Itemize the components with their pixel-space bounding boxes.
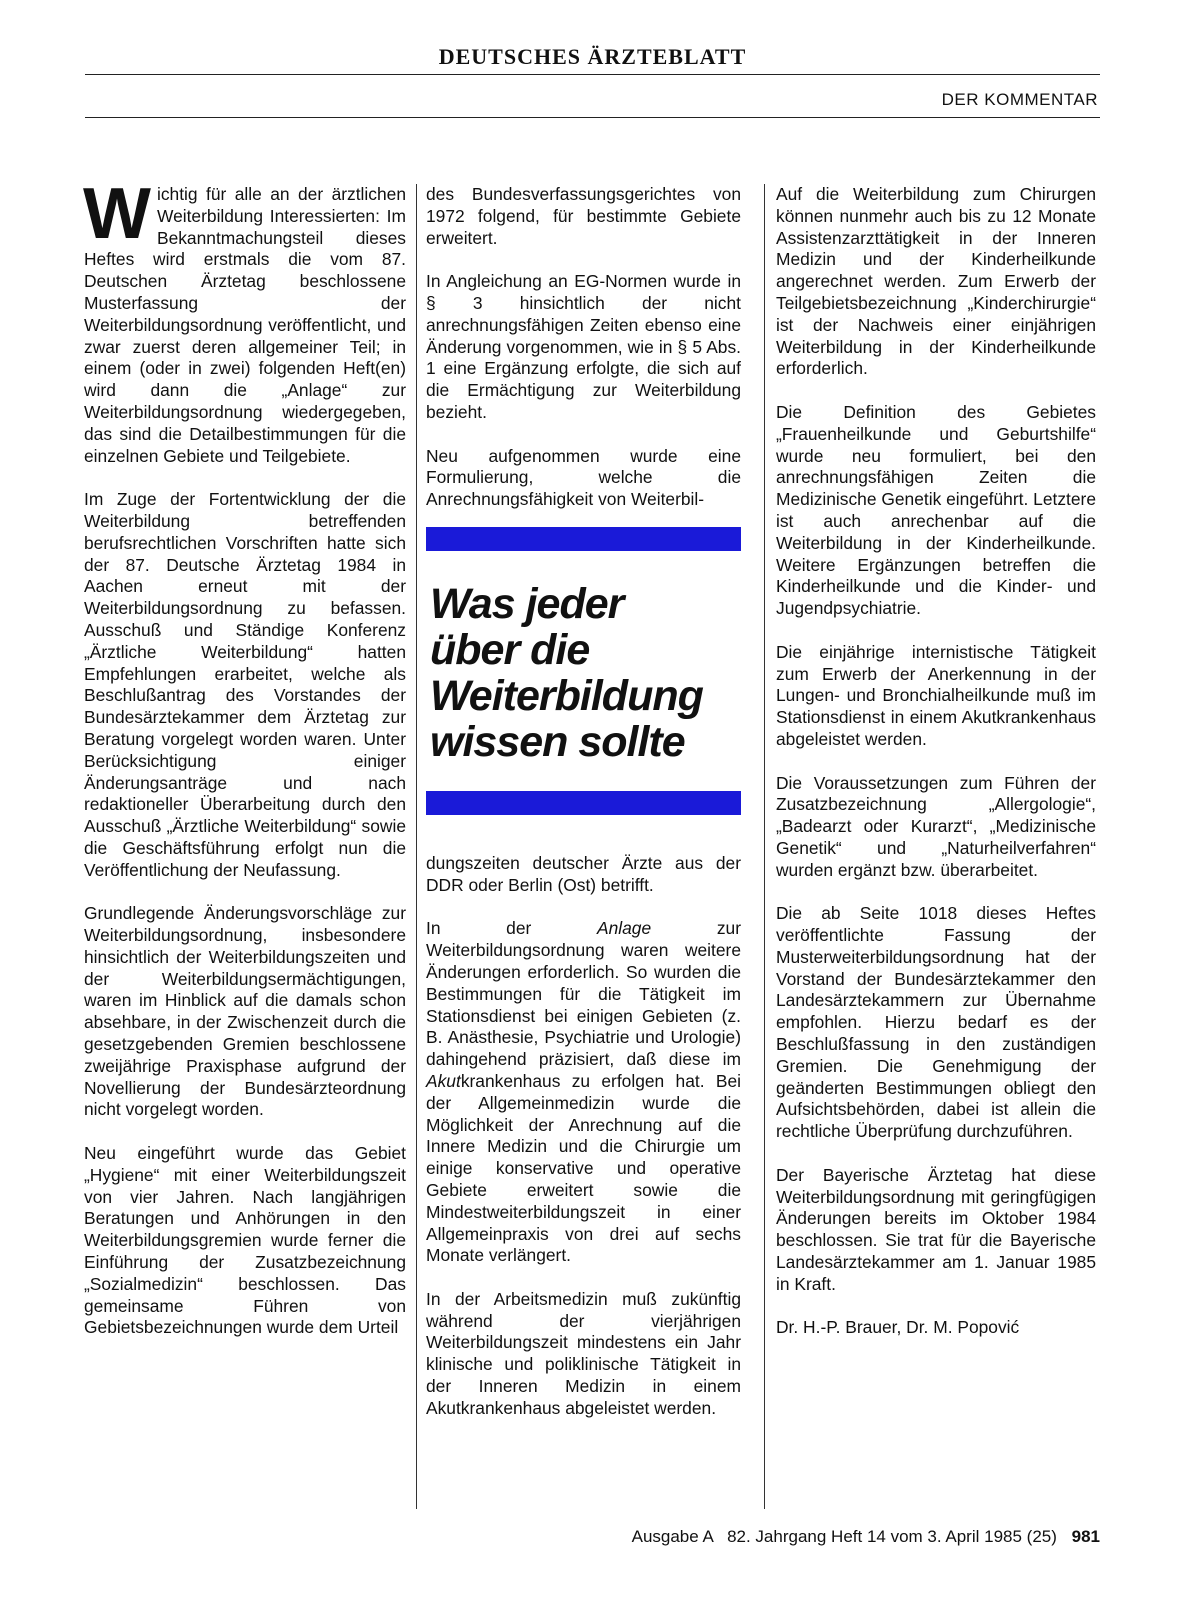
- drop-cap: W: [83, 174, 151, 254]
- text-run: krankenhaus zu erfolgen hat. Bei der Allgemeinmedizin wurde die Möglichkeit der Anrechnung auf die Innere Medizin und die Chirurgie um einige konservative und operative Gebiete erweitert sowie die Mindestweiterbildungszeit in einer Allgemeinpraxis von drei auf sechs Monate verlängert.: [426, 1070, 741, 1266]
- paragraph: des Bundesverfassungsgerichtes von 1972 folgend, für bestimmte Gebiete erweitert.: [426, 184, 741, 248]
- journal-title: DEUTSCHES ÄRZTEBLATT: [438, 44, 747, 69]
- paragraph-intro: [83, 174, 406, 467]
- article-headline: [426, 551, 741, 791]
- author-signature: Dr. H.-P. Brauer, Dr. M. Popović: [776, 1317, 1020, 1338]
- masthead-rule-top: [85, 74, 1100, 75]
- paragraph: dungszeiten deutscher Ärzte aus der DDR oder Berlin (Ost) betrifft.: [426, 852, 741, 895]
- paragraph: Neu aufgenommen wurde eine Formulierung, welche die Anrechnungsfähigkeit von Weiterbil-: [426, 445, 741, 510]
- italic-text: Anlage: [597, 918, 652, 939]
- paragraph: Grundlegende Änderungsvorschläge zur Weiterbildungsordnung, insbesondere hinsichtlich der Weiterbildungszeiten und der Weiterbildungsermächtigungen, waren im Hinblick auf die damals schon absehbare, in der Zwischenzeit durch die gesetzgebenden Gremien beschlossene zweijährige Praxisphase aufgrund der Novellierung der Bundesärzteordnung nicht vorgelegt worden.: [84, 903, 406, 1120]
- headline-box: [426, 527, 741, 815]
- page-footer: [540, 1527, 1100, 1547]
- headline-line: Weiterbildung: [430, 671, 703, 720]
- paragraph: Neu eingeführt wurde das Gebiet „Hygiene“ mit einer Weiterbildungszeit von vier Jahren. Nach langjährigen Beratungen und Anhörungen in den Weiterbildungsgremien wurde ferner die Einführung der Zusatzbezeichnung „Sozialmedizin“ beschlossen. Das gemeinsame Führen von Gebietsbezeichnungen wurde dem Urteil: [84, 1143, 406, 1338]
- paragraph: Auf die Weiterbildung zum Chirurgen können nunmehr auch bis zu 12 Monate Assistenzarzttätigkeit in der Inneren Medizin und der Kinderheilkunde angerechnet werden. Zum Erwerb der Teilgebietsbezeichnung „Kinderchirurgie“ ist der Nachweis einer einjährigen Weiterbildung in der Kinderheilkunde erforderlich.: [776, 184, 1096, 379]
- column-1: [83, 174, 406, 1361]
- masthead: [85, 44, 1100, 134]
- paragraph: Im Zuge der Fortentwicklung der die Weiterbildung betreffenden berufsrechtlichen Vorschriften hatte sich der 87. Deutsche Ärztetag 1984 in Aachen erneut mit der Weiterbildungsordnung zu befassen. Ausschuß und Ständige Konferenz „Ärztliche Weiterbildung“ hatten Empfehlungen erarbeitet, welche als Beschlußantrag des Vorstandes der Bundesärztekammer dem Ärztetag zur Beratung vorgelegt worden waren. Unter Berücksichtigung einiger Änderungsanträge und nach redaktioneller Überarbeitung durch den Ausschuß „Ärztliche Weiterbildung“ sowie die Geschäftsführung erfolgt nun die Veröffentlichung der Neufassung.: [84, 489, 406, 880]
- text-run: zur Weiterbildungsordnung waren weitere Änderungen erforderlich. So wurden die Bestimmungen für die Tätigkeit im Stationsdienst bei einigen Gebieten (z. B. Anästhesie, Psychiatrie und Urologie) dahingehend präzisiert, daß diese im: [426, 918, 741, 1070]
- paragraph-text: ichtig für alle an der ärztlichen Weiterbildung Interessierten: Im Bekanntmachungsteil dieses Heftes wird erstmals die vom 87. Deutschen Ärztetag beschlossene Musterfassung der Weiterbildungsordnung veröffentlicht, und zwar zuerst deren allgemeiner Teil; in einem (oder in zwei) folgenden Heft(en) wird dann die „Anlage“ zur Weiterbildungsordnung wiedergegeben, das sind die Detailbestimmungen für die einzelnen Gebiete und Teilgebiete.: [84, 184, 406, 466]
- paragraph: In Angleichung an EG-Normen wurde in § 3 hinsichtlich der nicht anrechnungsfähigen Zeiten ebenso eine Änderung vorgenommen, wie in § 5 Abs. 1 eine Ergänzung erfolgte, die sich auf die Ermächtigung zur Weiterbildung bezieht.: [426, 271, 741, 422]
- paragraph: Die Definition des Gebietes „Frauenheilkunde und Geburtshilfe“ wurde neu formuliert, bei den anrechnungsfähigen Zeiten die Medizinische Genetik eingeführt. Letztere ist auch anrechenbar auf die Weiterbildung in der Kinderheilkunde. Weitere Ergänzungen betreffen die Kinderheilkunde und die Kinder- und Jugendpsychiatrie.: [776, 401, 1096, 619]
- headline-bar-bottom: [426, 791, 741, 815]
- issue-info: Ausgabe A 82. Jahrgang Heft 14 vom 3. April 1985 (25): [631, 1527, 1057, 1546]
- paragraph: Die Voraussetzungen zum Führen der Zusatzbezeichnung „Allergologie“, „Badearzt oder Kurarzt“, „Medizinische Genetik“ und „Naturheilverfahren“ wurden ergänzt bzw. überarbeitet.: [776, 772, 1096, 880]
- paragraph: Der Bayerische Ärztetag hat diese Weiterbildungsordnung mit geringfügigen Änderungen bereits im Oktober 1984 beschlossen. Sie trat für die Bayerische Landesärztekammer am 1. Januar 1985 in Kraft.: [776, 1164, 1096, 1294]
- headline-line: Was jeder: [430, 579, 624, 628]
- headline-line: wissen sollte: [430, 717, 685, 766]
- section-label: DER KOMMENTAR: [941, 90, 1098, 109]
- column-2-lower: [426, 853, 741, 1420]
- paragraph: [426, 918, 741, 1267]
- column-divider-2: [764, 184, 765, 1509]
- headline-line: über die: [430, 625, 590, 674]
- italic-text: Akut: [426, 1070, 461, 1091]
- paragraph: Die einjährige internistische Tätigkeit zum Erwerb der Anerkennung in der Lungen- und Bronchialheilkunde muß im Stationsdienst in einem Akutkrankenhaus abgeleistet werden.: [776, 641, 1096, 749]
- paragraph: Die ab Seite 1018 dieses Heftes veröffentlichte Fassung der Musterweiterbildungsordnung hat der Vorstand der Bundesärztekammer den Landesärztekammern zur Übernahme empfohlen. Hierzu bedarf es der Beschlußfassung in den zuständigen Gremien. Die Genehmigung der geänderten Bestimmungen obliegt den Aufsichtsbehörden, dabei ist allein die rechtliche Überprüfung durchzuführen.: [776, 903, 1096, 1142]
- masthead-rule-bottom: [85, 117, 1100, 118]
- headline-bar-top: [426, 527, 741, 551]
- column-2: [426, 184, 741, 1441]
- column-divider-1: [416, 184, 417, 1509]
- text-run: In der: [426, 918, 597, 939]
- page-number: 981: [1071, 1527, 1100, 1546]
- paragraph: In der Arbeitsmedizin muß zukünftig während der vierjährigen Weiterbildungszeit mindestens ein Jahr klinische und poliklinische Tätigkeit in der Inneren Medizin in einem Akutkrankenhaus abgeleistet werden.: [426, 1288, 741, 1418]
- column-3: [776, 184, 1096, 1361]
